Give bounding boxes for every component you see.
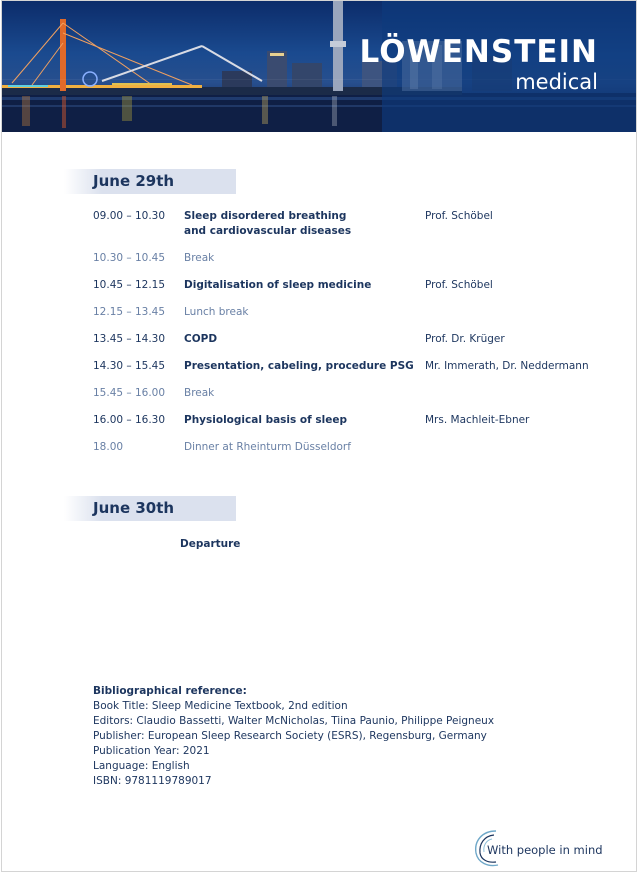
session-title-line: Sleep disordered breathing [184,210,347,222]
session-title: Break [184,252,215,264]
bibliographical-reference [93,684,494,789]
brand-subtitle: medical [515,70,598,94]
session-title: Lunch break [184,306,249,318]
session-title: COPD [184,333,218,345]
session-title: Physiological basis of sleep [184,414,347,426]
session-speaker: Mr. Immerath, Dr. Neddermann [425,360,589,372]
brand-logo [360,35,598,95]
day-label: June 30th [93,499,175,517]
session-time: 15.45 – 16.00 [93,387,166,399]
day-label: June 29th [93,172,175,190]
header-banner [2,1,637,132]
session-title: Digitalisation of sleep medicine [184,279,372,291]
session-title: Presentation, cabeling, procedure PSG [184,360,414,372]
footer-tagline [472,827,612,869]
document-page [1,0,637,872]
session-time: 14.30 – 15.45 [93,360,166,372]
bibliography-line: ISBN: 9781119789017 [93,775,212,787]
session-speaker: Prof. Dr. Krüger [425,333,505,345]
tagline-text: With people in mind [487,843,603,857]
session-title [184,209,419,239]
session-title: Break [184,387,215,399]
session-title: Dinner at Rheinturm Düsseldorf [184,441,351,453]
day-header-june-29 [64,169,236,194]
session-time: 10.45 – 12.15 [93,279,166,291]
day-header-june-30 [64,496,236,521]
session-title-line: and cardiovascular diseases [184,225,352,237]
bibliography-line: Publication Year: 2021 [93,745,210,757]
session-time: 12.15 – 13.45 [93,306,166,318]
session-time: 18.00 [93,441,124,453]
session-speaker: Mrs. Machleit-Ebner [425,414,530,426]
bibliography-line: Language: English [93,760,190,772]
bibliography-heading: Bibliographical reference: [93,685,247,697]
bibliography-line: Book Title: Sleep Medicine Textbook, 2nd edition [93,700,348,712]
session-time: 13.45 – 14.30 [93,333,166,345]
bibliography-line: Publisher: European Sleep Research Society (ESRS), Regensburg, Germany [93,730,487,742]
session-time: 16.00 – 16.30 [93,414,166,426]
bibliography-line: Editors: Claudio Bassetti, Walter McNicholas, Tiina Paunio, Philippe Peigneux [93,715,495,727]
session-time: 09.00 – 10.30 [93,210,166,222]
session-speaker: Prof. Schöbel [425,210,493,222]
session-time: 10.30 – 10.45 [93,252,166,264]
departure-note: Departure [180,538,241,550]
brand-name: LÖWENSTEIN [359,34,598,70]
session-speaker: Prof. Schöbel [425,279,493,291]
